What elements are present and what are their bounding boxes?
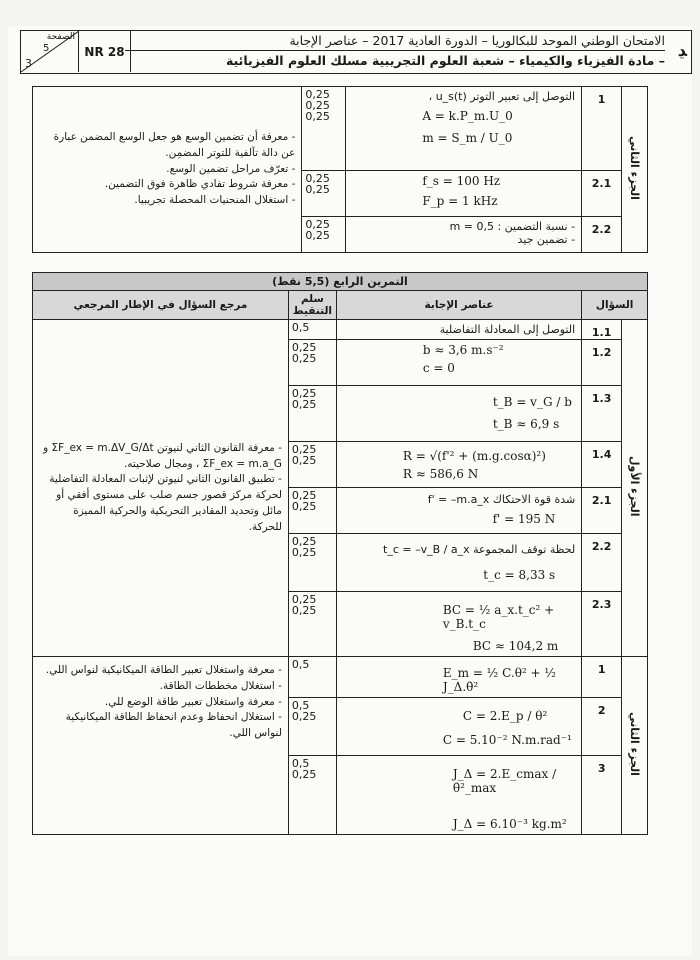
answer-line: J_Δ = 2.E_cmax / θ̇²_max [452,767,557,795]
ref-item: - معرفة أن تضمين الوسع هو جعل الوسع المضمن عبارة عن دالة تآلفية للتوتر المضمِن. [53,131,296,159]
ref-item: - معرفة شروط تفادي ظاهرة فوق التضمين. [104,178,296,191]
score: 0,25 [291,398,317,411]
score: 0,25 [305,99,330,112]
answer-cell [346,171,582,217]
score-cell [288,442,336,488]
ref-item: ΣF_ex = m.a_G ، ومجال صلاحيته. [123,457,282,470]
score-cell [302,217,346,253]
score-cell [288,756,336,835]
part-label: الجزء الأول [628,456,642,517]
exercise-title: التمرين الرابع (5,5 نقط) [33,273,648,291]
score: 0,25 [291,710,317,723]
part-label-cell [622,657,648,835]
answer-line: F_p = 1 kHz [422,194,498,208]
answer-line: التوصل إلى المعادلة التفاضلية [439,323,576,336]
score-cell [302,171,346,217]
score: 0,25 [305,218,330,231]
answer-line: c = 0 [422,361,455,375]
question-number: 2.1 [582,171,622,217]
score: 0,25 [291,341,317,354]
answer-cell [346,87,582,171]
score: 0,25 [291,454,317,467]
col-header-score: سلم التنقيط [288,291,336,320]
col-header-question: السؤال [582,291,648,320]
answer-line: - تضمين جيد [517,233,576,246]
score-cell [288,320,336,340]
answer-line: C = 5.10⁻² N.m.rad⁻¹ [442,733,572,747]
page-number: 3 [25,57,32,70]
score: 0,25 [291,604,317,617]
logo-icon: ﮃ [677,41,687,60]
score-cell [288,534,336,592]
score-cell [288,340,336,386]
part-label: الجزء الثاني [628,136,641,200]
answer-line: R ≈ 586,6 N [402,467,479,481]
answer-line: f' = 195 N [492,512,556,526]
ref-item: - تطبيق القانون الثاني لنيوتن لإثبات المعادلة التفاضلية لحركة مركز قصور جسم صلب على مستوى أفقي أو مائل وتحديد المقادير التحريكية والحركية المميزة للحركة. [49,473,282,533]
question-number: 1.4 [582,442,622,488]
score: 0,5 [291,321,310,334]
page-header [20,30,692,74]
question-number: 2 [582,698,622,756]
answer-line: t_B ≈ 6,9 s [492,417,560,431]
ref-item: - معرفة واستغلال تعبير الطاقة الميكانيكية لنواس اللي. [45,664,282,676]
answer-cell [336,657,581,698]
part-label-cell [622,320,648,657]
reference-cell [33,657,289,835]
score: 0,25 [291,535,317,548]
answer-line: t_B = v_G / b [492,395,572,409]
page-label: الصفحة [46,32,75,42]
score-cell [288,698,336,756]
score: 0,25 [291,443,317,456]
answer-cell [336,534,581,592]
answer-line: لحظة توقف المجموعة t_c = –v_B / a_x [383,543,576,556]
question-number: 2.3 [582,592,622,657]
score: 0,25 [291,500,317,513]
answer-cell [336,442,581,488]
question-number: 1.1 [582,320,622,340]
reference-cell [33,320,289,657]
col-header-reference: مرجع السؤال في الإطار المرجعي [33,291,289,320]
score: 0,5 [291,658,310,671]
score-cell [288,592,336,657]
answer-cell [336,756,581,835]
score: 0,5 [291,757,310,770]
answer-cell [336,592,581,657]
exam-title: الامتحان الوطني الموحد للبكالوريا – الدورة العادية 2017 – عناصر الإجابة [125,33,665,51]
score: 0,25 [305,229,330,242]
answer-table-part2 [32,86,648,253]
score: 0,25 [291,546,317,559]
answer-cell [336,340,581,386]
question-number: 1 [582,657,622,698]
answer-line: R = √(f'² + (m.g.cosα)²) [402,449,546,463]
answer-line: - نسبة التضمين : m = 0,5 [449,220,576,233]
page-sub: 5 [43,43,50,54]
reference-cell [33,87,302,253]
ref-item: - معرفة واستغلال تعبير طاقة الوضع للي. [104,695,282,708]
answer-line: m = S_m / U_0 [422,131,513,145]
score: 0,25 [291,387,317,400]
part-label-cell [622,87,648,253]
exam-subject: – مادة الفيزياء والكيمياء – شعبة العلوم التجريبية مسلك العلوم الفيزيائية [225,53,665,68]
answer-line: t_c = 8,33 s [483,568,556,582]
question-number: 2.1 [582,488,622,534]
score: 0,25 [291,593,317,606]
answer-line: A = k.P_m.U_0 [422,109,513,123]
ref-item: - معرفة القانون الثاني لنيوتن ΣF_ex = m.ΔV_G/Δt و [43,441,282,454]
score: 0,25 [305,183,330,196]
question-number: 2.2 [582,217,622,253]
score: 0,5 [291,699,310,712]
col-header-answer: عناصر الإجابة [336,291,581,320]
score-cell [302,87,346,171]
question-number: 1 [582,87,622,171]
answer-key-page [8,26,692,956]
ref-item: - تعرّف مراحل تضمين الوسع. [166,162,296,175]
answer-line: BC = ½ a_x.t_c² + v_B.t_c [442,603,555,631]
answer-cell [336,488,581,534]
answer-table-exercise4 [32,272,648,835]
answer-line: التوصل إلى تعبير التوتر u_s(t) ، [428,90,576,103]
answer-line: C = 2.E_p / θ² [462,709,548,723]
exam-code: NR 28 [79,31,131,72]
score-cell [288,657,336,698]
ref-item: - استغلال انحفاظ وعدم انحفاظ الطاقة الميكانيكية لنواس اللي. [65,711,282,739]
answer-line: b ≈ 3,6 m.s⁻² [422,343,504,357]
answer-line: J_Δ = 6.10⁻³ kg.m² [452,817,567,831]
score: 0,25 [305,88,330,101]
ref-item: - استغلال مخططات الطاقة. [159,679,282,692]
part-label: الجزء الثاني [628,712,642,776]
ref-item: - استغلال المنحنيات المحصلة تجريبيا. [134,194,296,207]
score: 0,25 [305,172,330,185]
question-number: 2.2 [582,534,622,592]
score-cell [288,488,336,534]
score: 0,25 [291,768,317,781]
answer-line: E_m = ½ C.θ² + ½ J_Δ.θ̇² [442,666,557,694]
question-number: 1.3 [582,386,622,442]
page-number-box [21,31,79,72]
score: 0,25 [291,489,317,502]
answer-line: f_s = 100 Hz [422,174,501,188]
answer-line: BC ≈ 104,2 m [472,639,559,653]
answer-cell [346,217,582,253]
answer-cell [336,386,581,442]
score-cell [288,386,336,442]
score: 0,25 [291,352,317,365]
question-number: 1.2 [582,340,622,386]
answer-cell [336,698,581,756]
answer-line: شدة قوة الاحتكاك f' = –m.a_x [427,493,576,506]
question-number: 3 [582,756,622,835]
answer-cell [336,320,581,340]
score: 0,25 [305,110,330,123]
